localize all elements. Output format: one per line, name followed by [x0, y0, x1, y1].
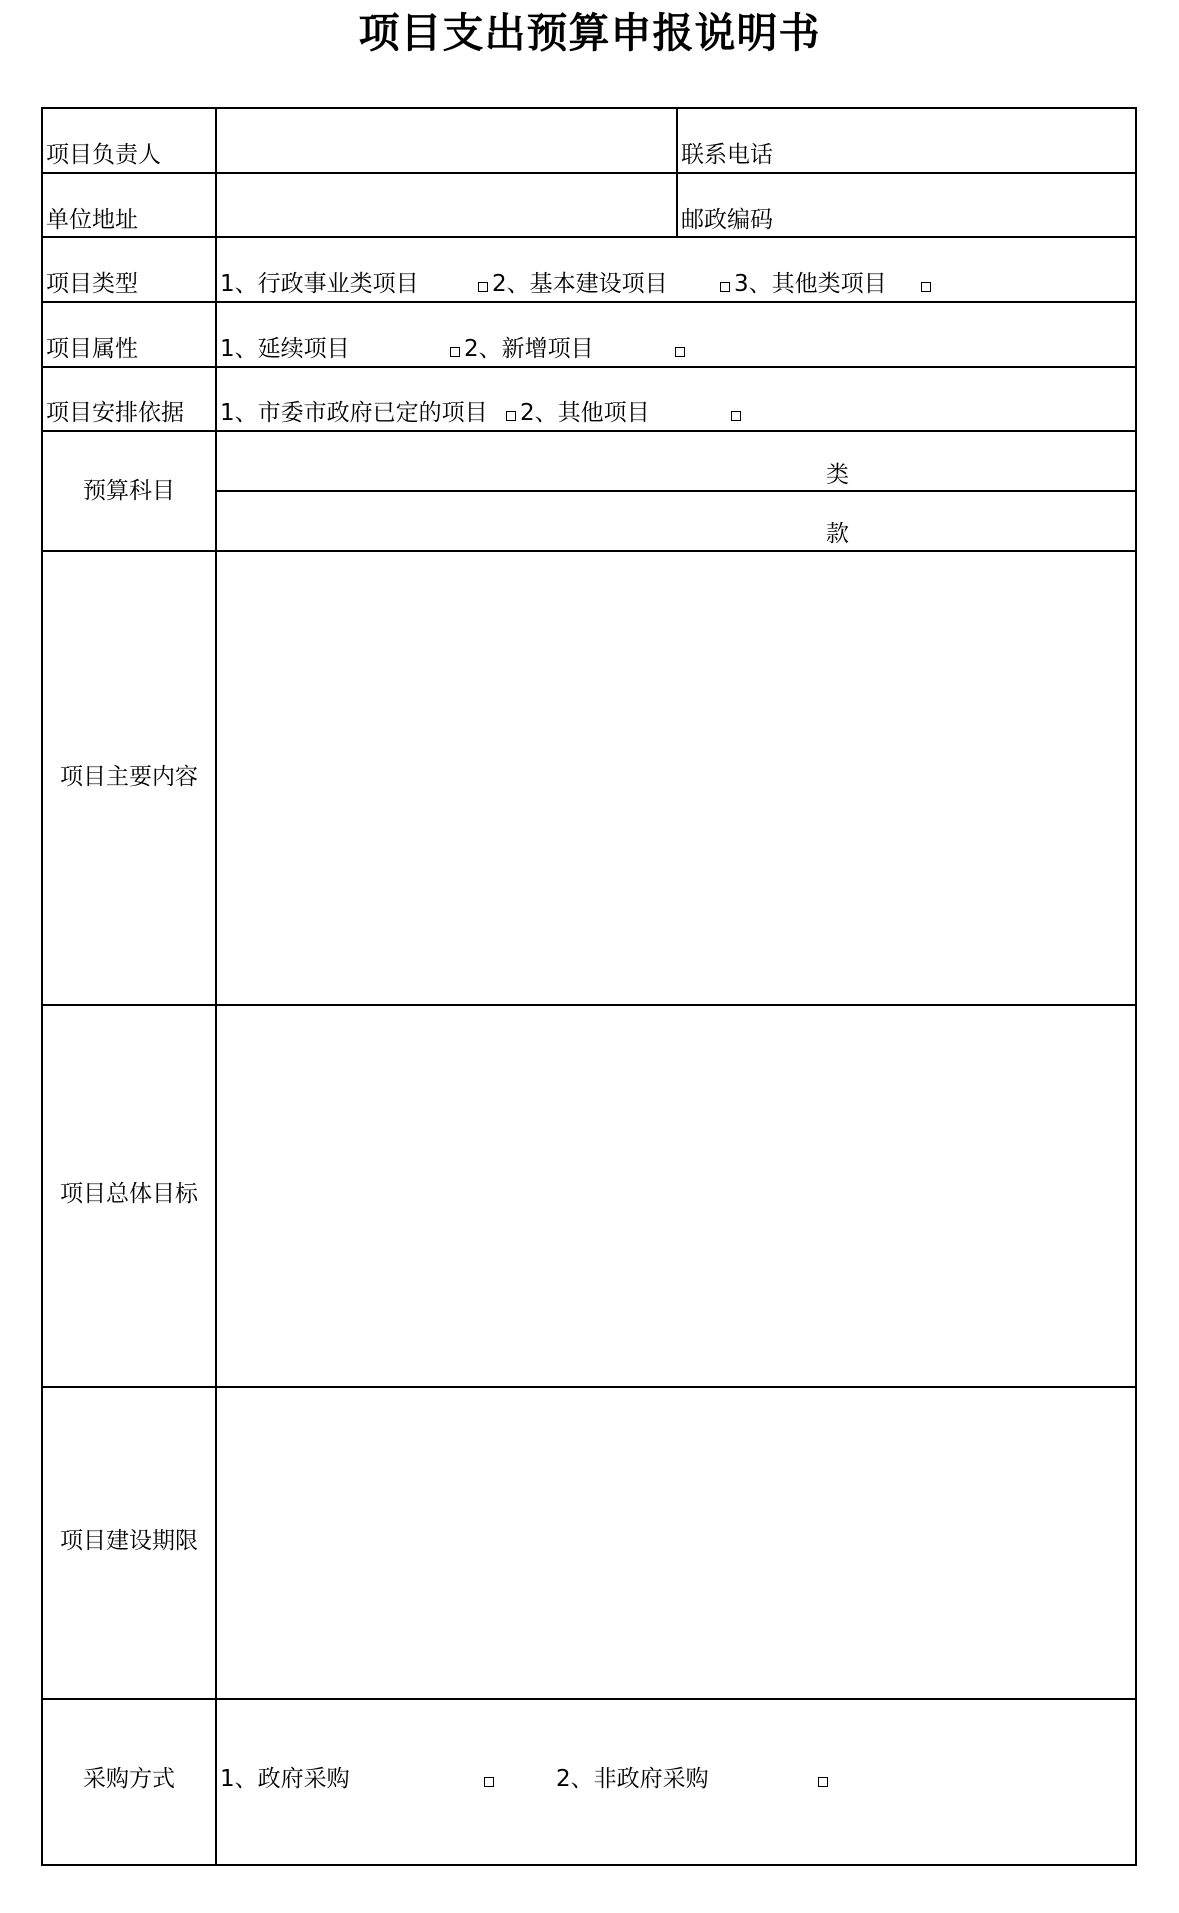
project-basis-label: 项目安排依据: [46, 400, 184, 426]
project-attribute-checkbox-1[interactable]: [450, 347, 460, 357]
procurement-checkbox-1[interactable]: [484, 1777, 494, 1787]
phone-label: 联系电话: [681, 142, 773, 168]
row-divider: [41, 236, 1136, 238]
budget-subject-label: 预算科目: [83, 478, 175, 504]
procurement-option-1: 1、政府采购: [220, 1766, 350, 1792]
project-attribute-option-2: 2、新增项目: [464, 336, 594, 362]
main-content-label: 项目主要内容: [60, 764, 198, 790]
phone-field[interactable]: [800, 109, 1134, 172]
address-label: 单位地址: [46, 207, 138, 233]
project-type-option-2: 2、基本建设项目: [492, 271, 668, 297]
row-divider: [41, 366, 1136, 368]
overall-goal-label: 项目总体目标: [60, 1181, 198, 1207]
leader-field[interactable]: [217, 109, 676, 172]
construction-period-label: 项目建设期限: [60, 1528, 198, 1554]
main-content-field[interactable]: [217, 552, 1134, 1004]
leader-label: 项目负责人: [46, 142, 161, 168]
project-attribute-checkbox-2[interactable]: [675, 347, 685, 357]
postcode-field[interactable]: [800, 174, 1134, 236]
project-basis-checkbox-2[interactable]: [731, 411, 741, 421]
overall-goal-field[interactable]: [217, 1006, 1134, 1386]
procurement-label: 采购方式: [83, 1766, 175, 1792]
construction-period-field[interactable]: [217, 1388, 1134, 1698]
procurement-checkbox-2[interactable]: [818, 1777, 828, 1787]
project-type-label: 项目类型: [46, 271, 138, 297]
project-attribute-label: 项目属性: [46, 336, 138, 362]
project-type-option-1: 1、行政事业类项目: [220, 271, 419, 297]
postcode-label: 邮政编码: [681, 207, 773, 233]
page-title: 项目支出预算申报说明书: [358, 9, 821, 57]
budget-item-field[interactable]: [217, 492, 1134, 550]
procurement-option-2: 2、非政府采购: [556, 1766, 709, 1792]
budget-class-label: 类: [826, 462, 849, 488]
project-type-checkbox-3[interactable]: [921, 282, 931, 292]
address-field[interactable]: [217, 174, 676, 236]
project-basis-option-1: 1、市委市政府已定的项目: [220, 400, 488, 426]
table-border-left: [41, 107, 43, 1866]
budget-class-field[interactable]: [217, 432, 1134, 490]
table-border-bottom: [41, 1864, 1136, 1866]
table-border-right: [1135, 107, 1137, 1866]
project-basis-option-2: 2、其他项目: [520, 400, 650, 426]
row-divider: [41, 301, 1136, 303]
project-attribute-option-1: 1、延续项目: [220, 336, 350, 362]
budget-item-label: 款: [826, 521, 849, 547]
project-type-checkbox-2[interactable]: [720, 282, 730, 292]
column-divider: [676, 107, 678, 238]
project-basis-checkbox-1[interactable]: [506, 411, 516, 421]
project-type-checkbox-1[interactable]: [478, 282, 488, 292]
project-type-option-3: 3、其他类项目: [734, 271, 887, 297]
row-divider: [41, 1698, 1136, 1700]
